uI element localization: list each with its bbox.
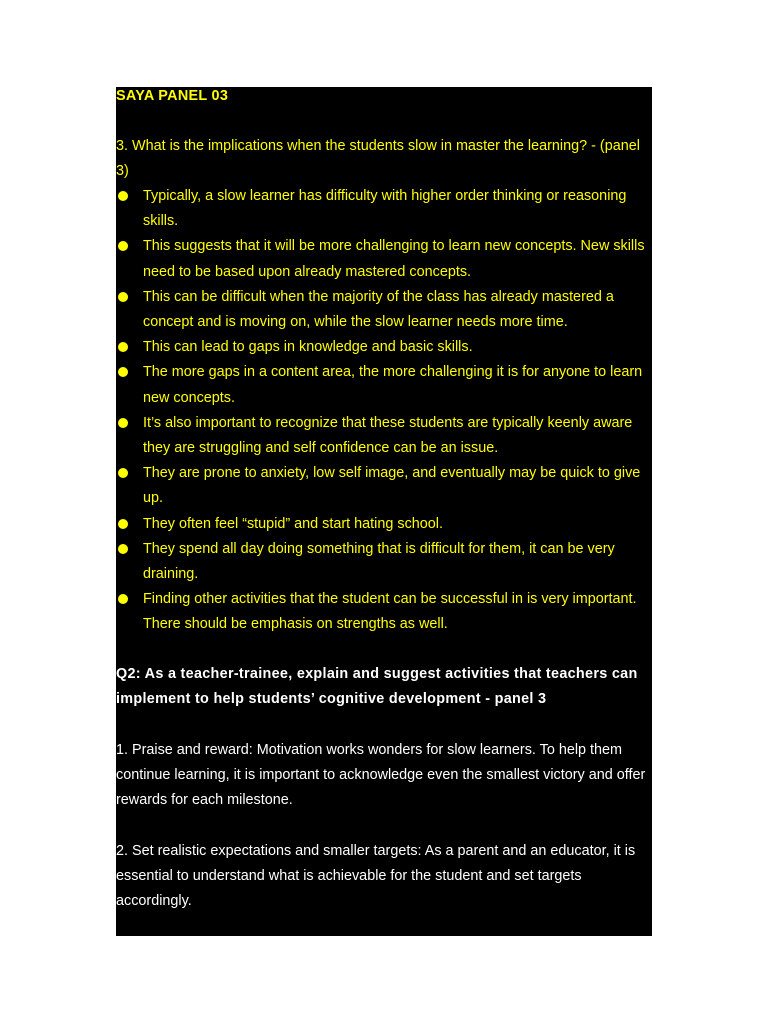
list-item: [116, 537, 652, 587]
list-item-text: This suggests that it will be more challenging to learn new concepts. New skills need to be based upon already mastered concepts.: [143, 238, 645, 280]
list-item: [116, 512, 652, 537]
bullet-icon: [118, 594, 128, 604]
list-item: [116, 587, 652, 637]
list-item: [116, 184, 652, 234]
list-item-text: It’s also important to recognize that these students are typically keenly aware they are struggling and self confidence can be an issue.: [143, 414, 633, 457]
implications-list: [116, 184, 652, 638]
bullet-icon: [118, 519, 128, 529]
list-item-text: Finding other activities that the student can be successful in is very important. There should be emphasis on strengths as well.: [143, 591, 637, 633]
bullet-icon: [118, 367, 128, 377]
list-item: [116, 335, 652, 360]
list-item: [116, 360, 652, 410]
content-panel: [116, 87, 652, 936]
bullet-icon: [118, 292, 128, 302]
list-item: [116, 285, 652, 335]
answer-paragraph-1: 1. Praise and reward: Motivation works wonders for slow learners. To help them continue learning, it is important to acknowledge even the smallest victory and offer rewards for each milestone.: [116, 742, 646, 809]
question-1: 3. What is the implications when the students slow in master the learning? - (panel 3): [116, 138, 640, 180]
list-item-text: The more gaps in a content area, the more challenging it is for anyone to learn new concepts.: [143, 364, 643, 406]
answer-paragraph-2: 2. Set realistic expectations and smaller targets: As a parent and an educator, it is essential to understand what is achievable for the student and set targets accordingly.: [116, 843, 636, 910]
bullet-icon: [118, 342, 128, 352]
list-item-text: They are prone to anxiety, low self image, and eventually may be quick to give up.: [143, 465, 641, 507]
list-item-text: This can be difficult when the majority of the class has already mastered a concept and is moving on, while the slow learner needs more time.: [143, 288, 614, 331]
bullet-icon: [118, 544, 128, 554]
list-item: [116, 234, 652, 284]
list-item-text: They spend all day doing something that is difficult for them, it can be very draining.: [143, 540, 615, 583]
question-2: Q2: As a teacher-trainee, explain and suggest activities that teachers can implement to help students’ cognitive development - panel 3: [116, 666, 638, 708]
bullet-icon: [118, 191, 128, 201]
panel-heading: SAYA PANEL 03: [116, 88, 229, 104]
bullet-icon: [118, 468, 128, 478]
bullet-icon: [118, 241, 128, 251]
list-item: [116, 461, 652, 511]
list-item: [116, 411, 652, 461]
list-item-text: Typically, a slow learner has difficulty with higher order thinking or reasoning skills.: [143, 188, 627, 230]
bullet-icon: [118, 418, 128, 428]
list-item-text: They often feel “stupid” and start hating school.: [143, 515, 443, 532]
list-item-text: This can lead to gaps in knowledge and basic skills.: [143, 339, 473, 356]
